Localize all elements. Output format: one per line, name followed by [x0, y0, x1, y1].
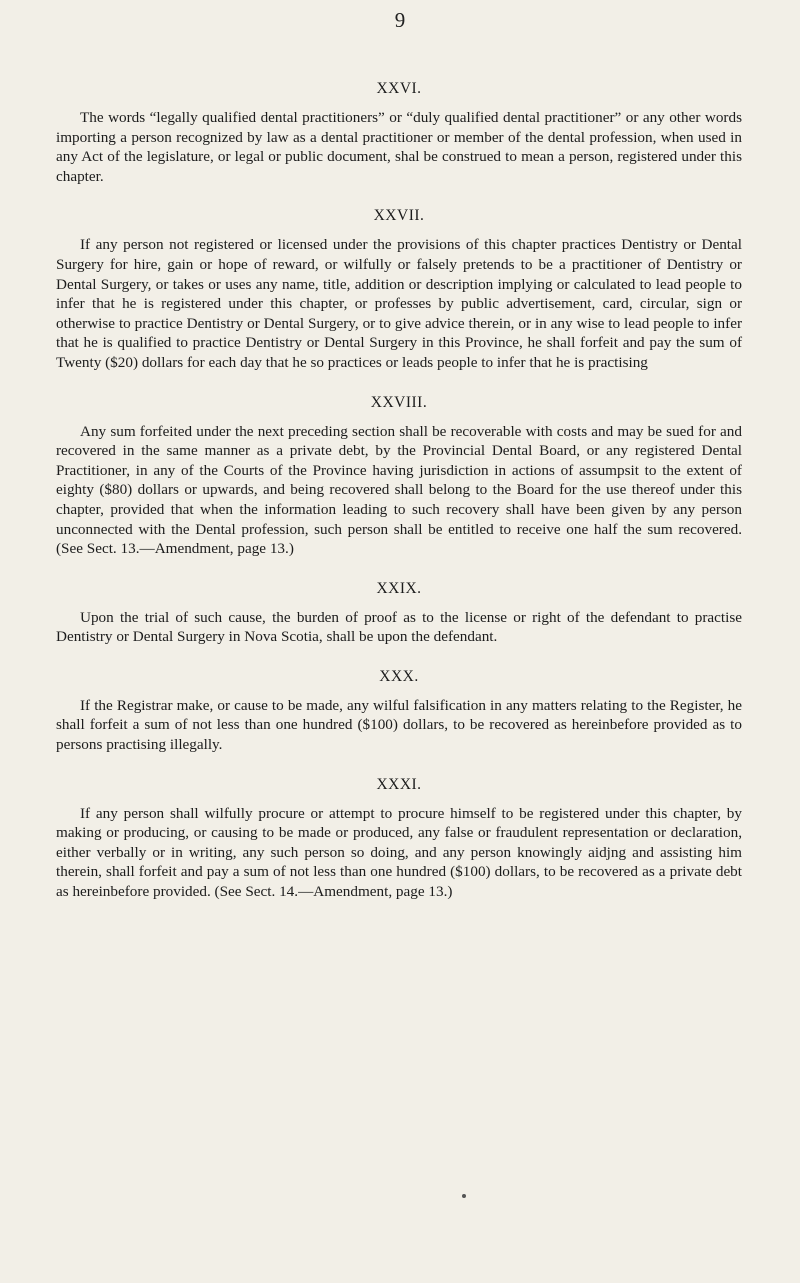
section-heading: XXIX.	[376, 579, 422, 597]
section-heading: XXVIII.	[370, 393, 428, 411]
section-xxxi	[56, 776, 742, 902]
section-paragraph: The words “legally qualified dental practitioners” or “duly qualified dental practitioner” or any other words importing a person recognized by law as a dental practitioner or member of the dental profession, when used in any Act of the legislature, or legal or public document, shal be construed to mean a person, registered under this chapter.	[56, 109, 742, 185]
section-paragraph: If the Registrar make, or cause to be made, any wilful falsification in any matters relating to the Register, he shall forfeit a sum of not less than one hundred ($100) dollars, to be recovered as hereinbefore provided as to persons practising illegally.	[56, 696, 742, 754]
section-xxix	[56, 580, 742, 647]
section-heading: XXVI.	[376, 80, 422, 97]
section-paragraph: If any person shall wilfully procure or attempt to procure himself to be registered under this chapter, by making or producing, or causing to be made or produced, any false or fraudulent representation or declaration, either verbally or in writing, any such person so doing, and any person knowingly aidjng and assisting him therein, shall forfeit and pay a sum of not less than one hundred ($100) dollars, to be recovered as a private debt as hereinbefore provided. (See Sect. 14.—Amendment, page 13.)	[56, 804, 742, 901]
section-paragraph: If any person not registered or licensed under the provisions of this chapter practices Dentistry or Dental Surgery for hire, gain or hope of reward, or wilfully or falsely pretends to be a practitioner of Dentistry or Dental Surgery, or takes or uses any name, title, addition or description implying or calculated to lead people to infer that he is registered under this chapter, or professes by public advertisement, card, circular, sign or otherwise to practice Dentistry or Dental Surgery, or to give advice therein, or in any wise to lead people to infer that he is qualified to practice Dentistry or Dental Surgery in this Province, he shall forfeit and pay the sum of Twenty ($20) dollars for each day that he so practices or leads people to infer that he is practising	[56, 236, 742, 371]
section-heading: XXX.	[379, 667, 419, 685]
section-paragraph: Upon the trial of such cause, the burden of proof as to the license or right of the defendant to practise Dentistry or Dental Surgery in Nova Scotia, shall be upon the defendant.	[56, 608, 742, 646]
section-xxvii	[56, 207, 742, 372]
page-number: 9	[394, 8, 406, 32]
document-body	[56, 80, 742, 923]
section-heading: XXVII.	[373, 207, 425, 225]
section-paragraph: Any sum forfeited under the next preceding section shall be recoverable with costs and may be sued for and recovered in the same manner as a private debt, by the Provincial Dental Board, or any registered Dental Practitioner, in any of the Courts of the Province having jurisdiction in actions of assumpsit to the extent of eighty ($80) dollars or upwards, and being recovered shall belong to the Board for the use thereof under this chapter, provided that when the information leading to such recovery shall have been given by any person unconnected with the Dental profession, such person shall be entitled to receive one half the sum recovered. (See Sect. 13.—Amendment, page 13.)	[56, 422, 742, 558]
section-heading: XXXI.	[376, 775, 422, 793]
section-xxviii	[56, 394, 742, 559]
section-xxvi	[56, 80, 742, 186]
ink-speck	[462, 1194, 466, 1198]
section-xxx	[56, 668, 742, 755]
